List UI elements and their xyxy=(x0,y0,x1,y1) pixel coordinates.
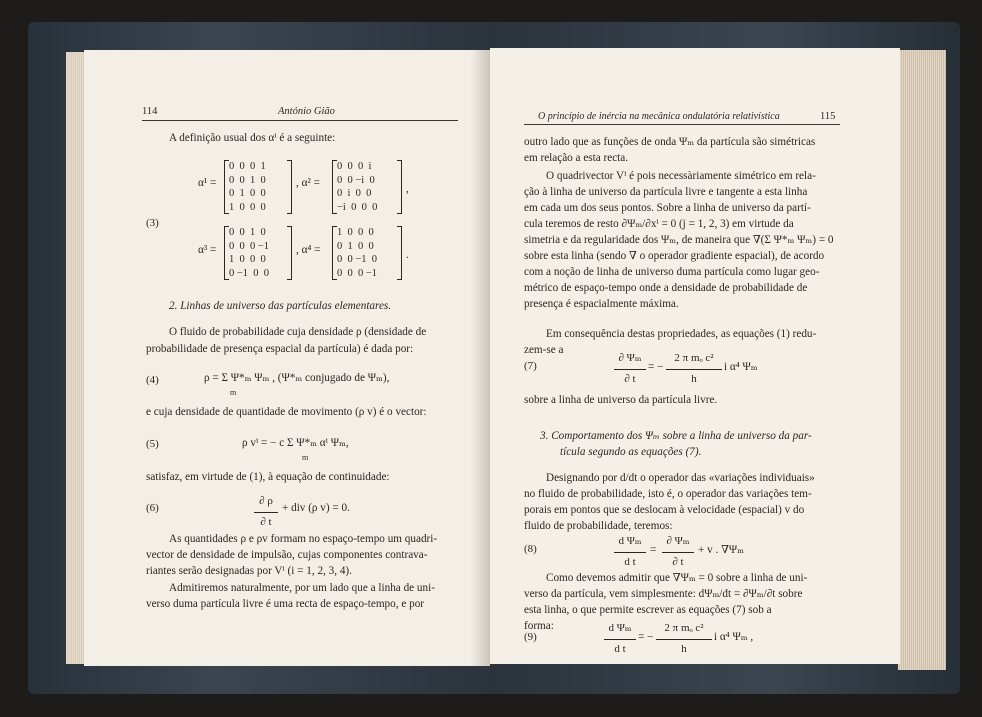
text-line: As quantidades ρ e ρv formam no espaço-tempo um quadri- xyxy=(169,533,438,545)
section2-title: 2. Linhas de universo das partículas elementares. xyxy=(169,300,392,312)
matrix-row: 0 i 0 0 xyxy=(337,188,372,199)
fraction-numerator: 2 π mₒ c² xyxy=(664,622,704,634)
eq9-rest: i α⁴ Ψₘ , xyxy=(714,631,754,643)
eq9-equals: = − xyxy=(638,631,654,643)
text-line: verso duma partícula livre é uma recta de espaço-tempo, e por xyxy=(146,598,425,610)
alpha1-matrix xyxy=(224,160,292,214)
text-line: probabilidade de presença espacial da partícula) é dada por: xyxy=(146,343,414,355)
header-rule-right xyxy=(524,124,840,125)
text-line: zem-se a xyxy=(524,344,564,356)
fraction-denominator: ∂ t xyxy=(624,372,636,385)
text-line: O quadrivector Vⁱ é pois necessàriamente simétrico em rela- xyxy=(546,170,816,182)
text-line: 3. Comportamento dos Ψₘ sobre a linha de universo da par- xyxy=(540,430,812,442)
alpha3-label: α³ = xyxy=(198,244,217,256)
eq6-rest: + div (ρ v) = 0. xyxy=(282,502,350,514)
matrix-row: 1 0 0 0 xyxy=(337,227,374,238)
eq9-right-fraction xyxy=(656,620,712,658)
matrix-row: 0 0 0 −1 xyxy=(229,240,270,252)
text-line: verso da partícula, vem simplesmente: dΨₘ/dt = ∂Ψₘ/∂t sobre xyxy=(524,588,803,600)
para-momentum: e cuja densidade de quantidade de movimento (ρ v) é o vector: xyxy=(146,406,427,418)
eq6-number: (6) xyxy=(146,502,159,514)
fraction-numerator: ∂ ρ xyxy=(259,495,273,507)
matrix-row: 0 0 1 0 xyxy=(229,227,266,238)
running-head-left: António Gião xyxy=(278,106,335,117)
eq8-equals: = xyxy=(650,544,657,556)
eq3-comma: , xyxy=(406,183,409,195)
text-line: em cada um dos seus pontos. Sobre a linha de universo da partí- xyxy=(524,202,811,214)
page-number-right: 115 xyxy=(820,111,836,122)
matrix-row: 0 −1 0 0 xyxy=(229,267,270,279)
eq8-rest: + v . ∇Ψₘ xyxy=(698,544,745,556)
alpha4-matrix xyxy=(332,226,402,280)
eq8-left-fraction xyxy=(614,533,646,571)
eq5-number: (5) xyxy=(146,438,159,450)
fraction-denominator: ∂ t xyxy=(672,555,684,568)
matrix-row: 1 0 0 0 xyxy=(229,254,266,265)
eq3-period: . xyxy=(406,249,409,261)
fraction-denominator: ∂ t xyxy=(260,515,272,528)
eq7-number: (7) xyxy=(524,360,537,372)
eq8-right-fraction xyxy=(662,533,694,571)
text-line: ção à linha de universo da partícula livre e tangente a esta linha xyxy=(524,186,808,198)
text-line: fluido de probabilidade, teremos: xyxy=(524,520,673,532)
eq9-number: (9) xyxy=(524,631,537,643)
text-line: Em consequência destas propriedades, as equações (1) redu- xyxy=(546,328,817,340)
text-line: sobre esta linha (sendo ∇ o operador gradiente espacial), de acordo xyxy=(524,250,825,262)
text-line: vector de densidade de impulsão, cujas componentes contrava- xyxy=(146,549,428,561)
text-line: porais em pontos que se deslocam à velocidade (espacial) v do xyxy=(524,504,805,516)
header-rule-left xyxy=(142,120,458,121)
text-line: tícula segundo as equações (7). xyxy=(560,446,702,458)
text-line: no fluido de probabilidade, isto é, o operador das variações tem- xyxy=(524,488,812,500)
matrix-row: 1 0 0 0 xyxy=(229,201,266,213)
fraction-numerator: 2 π mₒ c² xyxy=(674,352,714,364)
eq6-fraction xyxy=(254,493,278,531)
eq7-equals: = − xyxy=(648,361,664,373)
text-line: outro lado que as funções de onda Ψₘ da partícula são simétricas xyxy=(524,136,816,148)
alpha3-matrix xyxy=(224,226,292,280)
eq4-formula: ρ = Σ Ψ*ₘ Ψₘ , (Ψ*ₘ conjugado de Ψₘ), xyxy=(204,372,390,384)
eq7-left-fraction xyxy=(614,350,646,388)
fraction-denominator: d t xyxy=(614,642,626,655)
right-page xyxy=(490,48,900,664)
text-line: cula teremos de resto ∂Ψₘ/∂xⁱ = 0 (j = 1, 2, 3) em virtude da xyxy=(524,218,794,230)
alpha4-label: , α⁴ = xyxy=(296,244,321,256)
text-line: O fluido de probabilidade cuja densidade ρ (densidade de xyxy=(169,326,427,338)
intro-line: A definição usual dos αⁱ é a seguinte: xyxy=(169,132,336,144)
eq3-number: (3) xyxy=(146,217,159,229)
fraction-numerator: d Ψₘ xyxy=(608,622,632,634)
para-continuity: satisfaz, em virtude de (1), à equação de continuidade: xyxy=(146,471,390,483)
text-line: forma: xyxy=(524,620,554,632)
matrix-row: 0 0 −1 0 xyxy=(337,254,378,265)
text-line: simetria e da regularidade dos Ψₘ, de maneira que ∇(Σ Ψ*ₘ Ψₘ) = 0 xyxy=(524,234,834,246)
eq7-rest: i α⁴ Ψₘ xyxy=(724,361,758,373)
running-head-right: O princípio de inércia na mecânica ondulatória relativística xyxy=(538,111,780,122)
para-free-line: sobre a linha de universo da partícula livre. xyxy=(524,394,718,406)
fraction-denominator: h xyxy=(691,372,697,385)
fraction-numerator: d Ψₘ xyxy=(618,535,642,547)
eq5-subscript: m xyxy=(302,453,309,462)
matrix-row: −i 0 0 0 xyxy=(337,201,378,213)
eq7-right-fraction xyxy=(666,350,722,388)
matrix-row: 0 0 0 i xyxy=(337,161,372,172)
text-line: com a noção de linha de universo duma partícula como lugar geo- xyxy=(524,266,820,278)
matrix-row: 0 1 0 0 xyxy=(229,188,266,199)
page-edges-left xyxy=(66,52,86,664)
fraction-numerator: ∂ Ψₘ xyxy=(666,535,690,547)
text-line: em relação a esta recta. xyxy=(524,152,629,164)
alpha2-label: , α² = xyxy=(296,177,320,189)
text-line: Admitiremos naturalmente, por um lado que a linha de uni- xyxy=(169,582,435,594)
text-line: presença é espacialmente máxima. xyxy=(524,298,679,310)
text-line: riantes serão designadas por Vⁱ (i = 1, 2, 3, 4). xyxy=(146,565,352,577)
fraction-numerator: ∂ Ψₘ xyxy=(618,352,642,364)
text-line: Designando por d/dt o operador das «variações individuais» xyxy=(546,472,815,484)
page-edges-right xyxy=(898,50,946,670)
text-line: Como devemos admitir que ∇Ψₘ = 0 sobre a linha de uni- xyxy=(546,572,808,584)
eq8-number: (8) xyxy=(524,543,537,555)
matrix-row: 0 0 0 −1 xyxy=(337,267,378,279)
matrix-row: 0 1 0 0 xyxy=(337,240,374,252)
eq9-left-fraction xyxy=(604,620,636,658)
matrix-row: 0 0 0 1 xyxy=(229,161,266,172)
eq5-formula: ρ vⁱ = − c Σ Ψ*ₘ αⁱ Ψₘ, xyxy=(242,437,349,449)
eq4-subscript: m xyxy=(230,388,237,397)
alpha2-matrix xyxy=(332,160,402,214)
text-line: métrico de espaço-tempo onde a densidade de probabilidade de xyxy=(524,282,808,294)
matrix-row: 0 0 −i 0 xyxy=(337,174,375,186)
alpha1-label: α¹ = xyxy=(198,177,217,189)
page-number-left: 114 xyxy=(142,106,158,117)
left-page xyxy=(84,50,490,666)
matrix-row: 0 0 1 0 xyxy=(229,174,266,186)
eq4-number: (4) xyxy=(146,374,159,386)
fraction-denominator: d t xyxy=(624,555,636,568)
text-line: esta linha, o que permite escrever as equações (7) sob a xyxy=(524,604,772,616)
fraction-denominator: h xyxy=(681,642,687,655)
